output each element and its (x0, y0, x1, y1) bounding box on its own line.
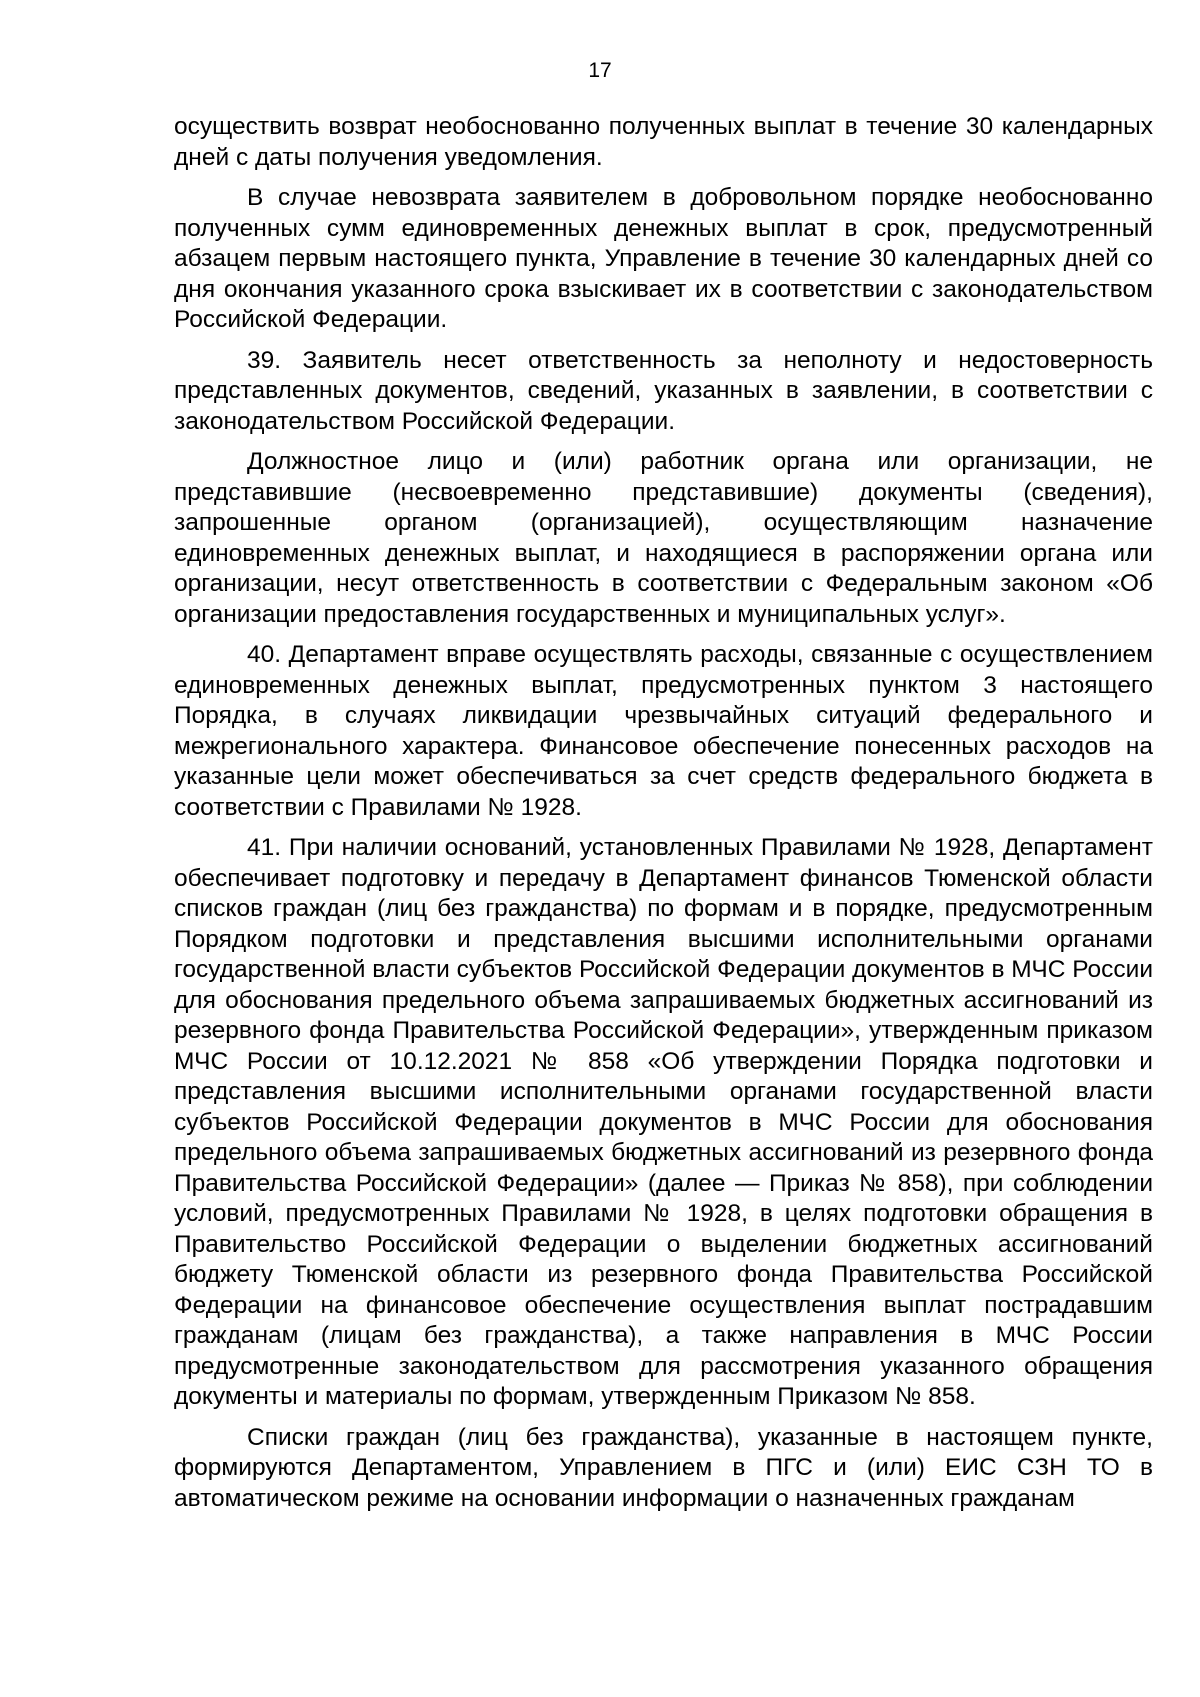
paragraph-item-41: 41. При наличии оснований, установленных Правилами № 1928, Департамент обеспечивает подготовку и передачу в Департамент финансов Тюменской области списков граждан (лиц без гражданства) по формам и в порядке, предусмотренным Порядком подготовки и представления высшими исполнительными органами государственной власти субъектов Российской Федерации документов в МЧС России для обоснования предельного объема запрашиваемых бюджетных ассигнований из резервного фонда Правительства Российской Федерации», утвержденным приказом МЧС России от 10.12.2021 № 858 «Об утверждении Порядка подготовки и представления высшими исполнительными органами государственной власти субъектов Российской Федерации документов в МЧС России для обоснования предельного объема запрашиваемых бюджетных ассигнований из резервного фонда Правительства Российской Федерации» (далее — Приказ № 858), при соблюдении условий, предусмотренных Правилами № 1928, в целях подготовки обращения в Правительство Российской Федерации о выделении бюджетных ассигнований бюджету Тюменской области из резервного фонда Правительства Российской Федерации на финансовое обеспечение осуществления выплат пострадавшим гражданам (лицам без гражданства), а также направления в МЧС России предусмотренные законодательством для рассмотрения указанного обращения документы и материалы по формам, утвержденным Приказом № 858. (174, 834, 1153, 1410)
paragraph-item-39: 39. Заявитель несет ответственность за неполноту и недостоверность представленных документов, сведений, указанных в заявлении, в соответствии с законодательством Российской Федерации. (174, 346, 1153, 435)
paragraph-non-return-recovery: В случае невозврата заявителем в добровольном порядке необоснованно полученных сумм единовременных денежных выплат в срок, предусмотренный абзацем первым настоящего пункта, Управление в течение 30 календарных дней со дня окончания указанного срока взыскивает их в соответствии с законодательством Российской Федерации. (174, 184, 1153, 333)
paragraph-item-40: 40. Департамент вправе осуществлять расходы, связанные с осуществлением единовременных денежных выплат, предусмотренных пунктом 3 настоящего Порядка, в случаях ликвидации чрезвычайных ситуаций федерального и межрегионального характера. Финансовое обеспечение понесенных расходов на указанные цели может обеспечиваться за счет средств федерального бюджета в соответствии с Правилами № 1928. (174, 641, 1153, 821)
page-number: 17 (588, 59, 612, 82)
paragraph-official-responsibility: Должностное лицо и (или) работник органа или организации, не представившие (несвоевременно представившие) документы (сведения), запрошенные органом (организацией), осуществляющим назначение единовременных денежных выплат, и находящиеся в распоряжении органа или организации, несут ответственность в соответствии с Федеральным законом «Об организации предоставления государственных и муниципальных услуг». (174, 448, 1153, 628)
document-body (174, 112, 1153, 1524)
paragraph-refund-deadline: осуществить возврат необоснованно полученных выплат в течение 30 календарных дней с даты получения уведомления. (174, 113, 1153, 171)
paragraph-citizen-lists: Списки граждан (лиц без гражданства), указанные в настоящем пункте, формируются Департаментом, Управлением в ПГС и (или) ЕИС СЗН ТО в автоматическом режиме на основании информации о назначенных гражданам (174, 1423, 1153, 1512)
